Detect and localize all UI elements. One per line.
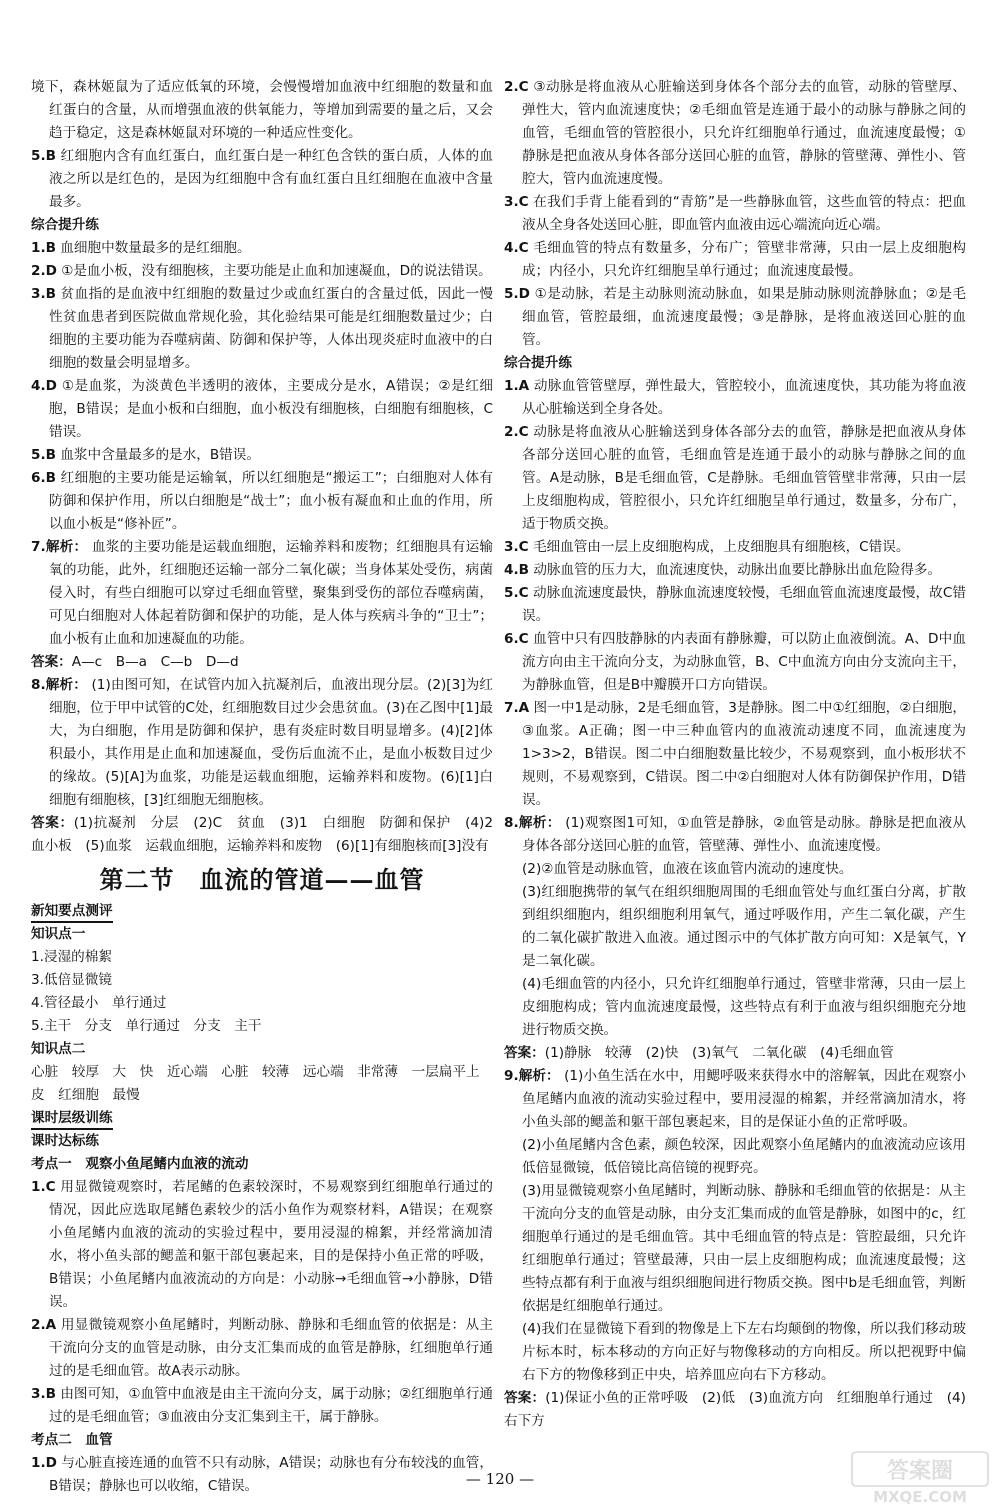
answer-item [504,375,966,421]
item-number: 6.C [504,631,529,647]
section-tag: 课时层级训练 [31,1108,113,1130]
item-number: 5.C [504,585,529,601]
answer-item [31,145,493,214]
answer-item [31,674,493,812]
section-title: 第二节 血流的管道——血管 [99,865,425,894]
fill-answer-line: 1.浸湿的棉絮 [31,949,112,965]
answer-text: A—c B—a C—b D—d [71,654,239,670]
item-number: 1.D [31,1455,57,1471]
answer-label: 答案： [504,1390,546,1406]
item-number: 6.B [31,470,56,486]
item-text: 境下，森林姬鼠为了适应低氧的环境，会慢慢增加血液中红细胞的数量和血红蛋白的含量，从而增强血液的供氧能力，等增加到需要的量之后，又会趋于稳定，这是森林姬鼠对环境的一种适应性变化。 [31,79,493,141]
answer-item [31,260,493,283]
item-text: (3)用显微镜观察小鱼尾鳍时，判断动脉、静脉和毛细血管的依据是：从主干流向分支的血管是动脉，由分支汇集而成的血管是静脉，如图中的c，红细胞单行通过的是毛细血管。其中毛细血管的特点是：管腔最细，只允许红细胞单行通过；管壁最薄，只由一层上皮细胞构成；血流速度最慢；这些特点都有利于血液与组织细胞间进行物质交换。图中b是毛细血管，判断依据是红细胞单行通过。 [522,1183,966,1314]
page-number: — 120 — [465,1470,535,1488]
section-heading: 课时达标练 [31,1133,99,1149]
answer-item [504,697,966,812]
answer-label: 答案： [31,654,72,670]
item-text: (2)小鱼尾鳍内含色素，颜色较深，因此观察小鱼尾鳍内的血液流动应该用低倍显微镜，低倍镜比高倍镜的视野亮。 [522,1137,966,1176]
item-number: 5.B [31,447,56,463]
item-text: 血管中只有四肢静脉的内表面有静脉瓣，可以防止血液倒流。A、D中血流方向由主干流向分支，为动脉血管，B、C中血流方向由分支流向主干，为静脉血管，但是B中瓣膜开口方向错误。 [522,631,966,693]
item-number: 9.解析： [504,1068,560,1084]
answer-item [504,283,966,352]
answer-line [504,1387,966,1433]
answer-item [504,559,966,582]
item-text: (3)红细胞携带的氧气在组织细胞周围的毛细血管处与血红蛋白分离，扩散到组织细胞内，组织细胞利用氧气，通过呼吸作用，产生二氧化碳，产生的二氧化碳扩散进入血液。通过图示中的气体扩散方向可知：X是氧气，Y是二氧化碳。 [522,884,966,969]
item-number: 8.解析： [31,677,88,693]
item-number: 1.C [31,1179,56,1195]
section-tag-row [31,900,493,923]
section-heading: 考点一 观察小鱼尾鳍内血液的流动 [31,1156,249,1172]
item-text: 图一中1是动脉，2是毛细血管，3是静脉。图二中①红细胞，②白细胞，③血浆。A正确；图一中三种血管内的血液流动速度不同，血流速度为1>3>2，B错误。图二中白细胞数量比较少，不易观察到，血小板形状不规则，不易观察到，C错误。图二中②白细胞对人体有防御保护作用，D错误。 [522,700,966,808]
item-number: 8.解析： [504,815,561,831]
item-text: ①是动脉，若是主动脉则流动脉血，如果是肺动脉则流静脉血；②是毛细血管，管腔最细，血流速度最慢；③是静脉，是将血液送回心脏的血管。 [522,286,966,348]
answer-item [504,76,966,191]
item-number: 5.D [504,286,530,302]
item-text: 血细胞中数量最多的是红细胞。 [60,240,251,256]
item-number: 5.B [31,148,56,164]
item-text: (1)由图可知，在试管内加入抗凝剂后，血液出现分层。(2)[3]为红细胞，位于甲中试管的C处，红细胞数目过少会患贫血。(3)在乙图中[1]最大，为白细胞，作用是防御和保护，患有炎症时数目明显增多。(4)[2]体积最小，其作用是止血和加速凝血，受伤后血流不止，是血小板数目过少的缘故。(5)[A]为血浆，功能是运载血细胞，运输养料和废物。(6)[1]白细胞有细胞核，[3]红细胞无细胞核。 [49,677,494,808]
item-number: 3.B [31,286,56,302]
item-number: 3.C [504,194,529,210]
item-text: 红细胞内含有血红蛋白，血红蛋白是一种红色含铁的蛋白质，人体的血液之所以是红色的，是因为红细胞中含有血红蛋白且红细胞在血液中含量最多。 [49,148,493,210]
fill-answer-line: 4.管径最小 单行通过 [31,995,167,1011]
answer-item [31,375,493,444]
item-text: 由图可知，①血管中血液是由主干流向分支，属于动脉；②红细胞单行通过的是毛细血管；③血液由分支汇集到主干，属于静脉。 [49,1386,493,1425]
item-text: 在我们手背上能看到的“青筋”是一些静脉血管，这些血管的特点：把血液从全身各处送回心脏，即血管内血液由远心端流向近心端。 [522,194,966,233]
answer-text: (1)抗凝剂 分层 (2)C 贫血 (3)1 白细胞 防御和保护 (4)2 血小板 (5)血浆 运载血细胞，运输养料和废物 (6)[1]有细胞核而[3]没有 [31,815,507,854]
item-number: 1.A [504,378,530,394]
watermark-mark: 答案圈 [886,1459,954,1484]
item-number: 2.C [504,424,529,440]
item-number: 4.D [31,378,57,394]
answer-line [504,1042,966,1065]
item-text: 毛细血管由一层上皮细胞构成，上皮细胞具有细胞核，C错误。 [532,539,910,555]
item-text: 血浆中含量最多的是水，B错误。 [60,447,260,463]
item-number: 1.B [31,240,56,256]
item-number: 2.A [31,1317,57,1333]
item-text: ③动脉是将血液从心脏输送到身体各个部分去的血管，动脉的管壁厚、弹性大，管内血流速度快；②毛细血管是连通于最小的动脉与静脉之间的血管，毛细血管的管腔很小，只允许红细胞单行通过，血流速度最慢；①静脉是把血液从身体各部分送回心脏的血管，静脉的管壁薄、弹性小、管腔大，管内血流速度慢。 [522,79,966,187]
item-text: (1)观察图1可知，①血管是静脉，②血管是动脉。静脉是把血液从身体各部分送回心脏的血管，管壁薄、弹性小、血流速度慢。 [522,815,967,854]
item-number: 2.D [31,263,57,279]
answer-item [504,628,966,697]
watermark-logo [850,1450,990,1506]
item-text: 用显微镜观察时，若尾鳍的色素较深时，不易观察到红细胞单行通过的情况，因此应选取尾鳍色素较少的活小鱼作为观察材料，A错误；在观察小鱼尾鳍内血液的流动的实验过程中，要用浸湿的棉絮，并经常滴加清水，将小鱼头部的鳃盖和躯干部包裹起来，目的是保持小鱼正常的呼吸，B错误；小鱼尾鳍内血液流动的方向是：小动脉→毛细血管→小静脉，D错误。 [49,1179,493,1310]
item-text: (2)②血管是动脉血管，血液在该血管内流动的速度快。 [522,861,853,877]
answer-subitem [504,881,966,973]
answer-line [31,812,507,858]
answer-item [31,467,493,536]
answer-item [504,812,966,858]
item-number: 7.解析： [31,539,88,555]
answer-item [31,1176,493,1314]
item-text: ①是血小板，没有细胞核，主要功能是止血和加速凝血，D的说法错误。 [61,263,492,279]
answer-subitem [504,858,966,881]
item-text: (4)毛细血管的内径小，只允许红细胞单行通过，管壁非常薄，只由一层上皮细胞构成；管内血流速度最慢，这些特点有利于血液与组织细胞充分地进行物质交换。 [522,976,966,1038]
answer-item [504,237,966,283]
answer-item [31,536,493,651]
answer-item [31,76,493,145]
item-number: 3.C [504,539,529,555]
answer-text: (1)保证小鱼的正常呼吸 (2)低 (3)血流方向 红细胞单行通过 (4)右下方 [504,1390,966,1429]
section-heading: 知识点二 [31,1041,86,1057]
item-text: 动脉是将血液从心脏输送到身体各部分去的血管，静脉是把血液从身体各部分送回心脏的血管，毛细血管是连通于最小的动脉与静脉之间的血管。A是动脉，B是毛细血管，C是静脉。毛细血管管壁非常薄，只由一层上皮细胞构成，管腔很小，只允许红细胞呈单行通过，数量多，分布广，适于物质交换。 [522,424,966,532]
answer-item [504,582,966,628]
answer-item [31,444,493,467]
item-number: 7.A [504,700,530,716]
item-text: 动脉血流速度最快，静脉血流速度较慢，毛细血管血流速度最慢，故C错误。 [522,585,966,624]
section-heading: 综合提升练 [504,355,572,371]
item-text: 毛细血管的特点有数量多，分布广；管壁非常薄，只由一层上皮细胞构成；内径小，只允许红细胞呈单行通过；血流速度最慢。 [522,240,966,279]
fill-answer-line: 3.低倍显微镜 [31,972,112,988]
answer-item [504,1065,966,1134]
item-text: 用显微镜观察小鱼尾鳍时，判断动脉、静脉和毛细血管的依据是：从主干流向分支的血管是动脉，由分支汇集而成的血管是静脉，红细胞单行通过的是毛细血管。故A表示动脉。 [49,1317,493,1379]
fill-answer-line: 心脏 较厚 大 快 近心端 心脏 较薄 远心端 非常薄 一层扁平上皮 红细胞 最慢 [31,1064,480,1103]
fill-answer-line: 5.主干 分支 单行通过 分支 主干 [31,1018,262,1034]
answer-subitem [504,1180,966,1318]
answer-subitem [504,1318,966,1387]
section-heading: 考点二 血管 [31,1432,113,1448]
item-text: (4)我们在显微镜下看到的物像是上下左右均颠倒的物像，所以我们移动玻片标本时，标本移动的方向正好与物像移动的方向相反。所以把视野中偏右下方的物像移到正中央，培养皿应向右下方移动。 [522,1321,966,1383]
item-text: 动脉血管管壁厚，弹性最大，管腔较小，血流速度快，其功能为将血液从心脏输送到全身各处。 [522,378,966,417]
section-tag: 新知要点测评 [31,901,113,923]
item-number: 3.B [31,1386,56,1402]
item-text: 动脉血管的压力大，血流速度快，动脉出血要比静脉出血危险得多。 [533,562,942,578]
item-text: 与心脏直接连通的血管不只有动脉，A错误；动脉也有分布较浅的血管，B错误；静脉也可以收缩，C错误。 [49,1455,493,1494]
answer-item [31,1383,493,1429]
item-number: 2.C [504,79,529,95]
item-number: 4.C [504,240,529,256]
watermark-url: MXQE.COM [873,1488,967,1506]
item-text: 贫血指的是血液中红细胞的数量过少或血红蛋白的含量过低，因此一慢性贫血患者到医院做血常规化验，其化验结果可能是红细胞数量过少；白细胞的主要功能为吞噬病菌、防御和保护等，人体出现炎症时血液中的白细胞的数量会明显增多。 [49,286,493,371]
section-heading: 知识点一 [31,926,86,942]
answer-subitem [504,973,966,1042]
item-text: (1)小鱼生活在水中，用鳃呼吸来获得水中的溶解氧，因此在观察小鱼尾鳍内血液的流动实验过程中，要用浸湿的棉絮，并经常滴加清水，将小鱼头部的鳃盖和躯干部包裹起来，目的是保证小鱼的正常呼吸。 [522,1068,967,1130]
section-heading: 综合提升练 [31,217,99,233]
answer-text: (1)静脉 较薄 (2)快 (3)氧气 二氧化碳 (4)毛细血管 [544,1045,894,1061]
right-column [504,76,966,1433]
answer-item [504,191,966,237]
answer-item [31,237,493,260]
section-tag-row [31,1107,493,1130]
item-number: 4.B [504,562,529,578]
answer-item [31,283,493,375]
answer-item [31,1314,493,1383]
answer-label: 答案： [504,1045,545,1061]
answer-subitem [504,1134,966,1180]
answer-item [504,536,966,559]
item-text: 血浆的主要功能是运载血细胞，运输养料和废物；红细胞具有运输氧的功能，此外，红细胞还运输一部分二氧化碳；当身体某处受伤，病菌侵入时，有些白细胞可以穿过毛细血管壁，聚集到受伤的部位吞噬病菌，可见白细胞对人体起着防御和保护的功能，是人体与疾病斗争的“卫士”；血小板有止血和加速凝血的功能。 [49,539,494,647]
answer-item [504,421,966,536]
item-text: 红细胞的主要功能是运输氧，所以红细胞是“搬运工”；白细胞对人体有防御和保护作用，所以白细胞是“战士”；血小板有凝血和止血的作用，所以血小板是“修补匠”。 [49,470,493,532]
item-text: ①是血浆，为淡黄色半透明的液体，主要成分是水，A错误；②是红细胞，B错误；是血小板和白细胞，血小板没有细胞核，白细胞有细胞核，C错误。 [49,378,493,440]
answer-line [31,651,493,674]
answer-label: 答案： [31,815,74,831]
